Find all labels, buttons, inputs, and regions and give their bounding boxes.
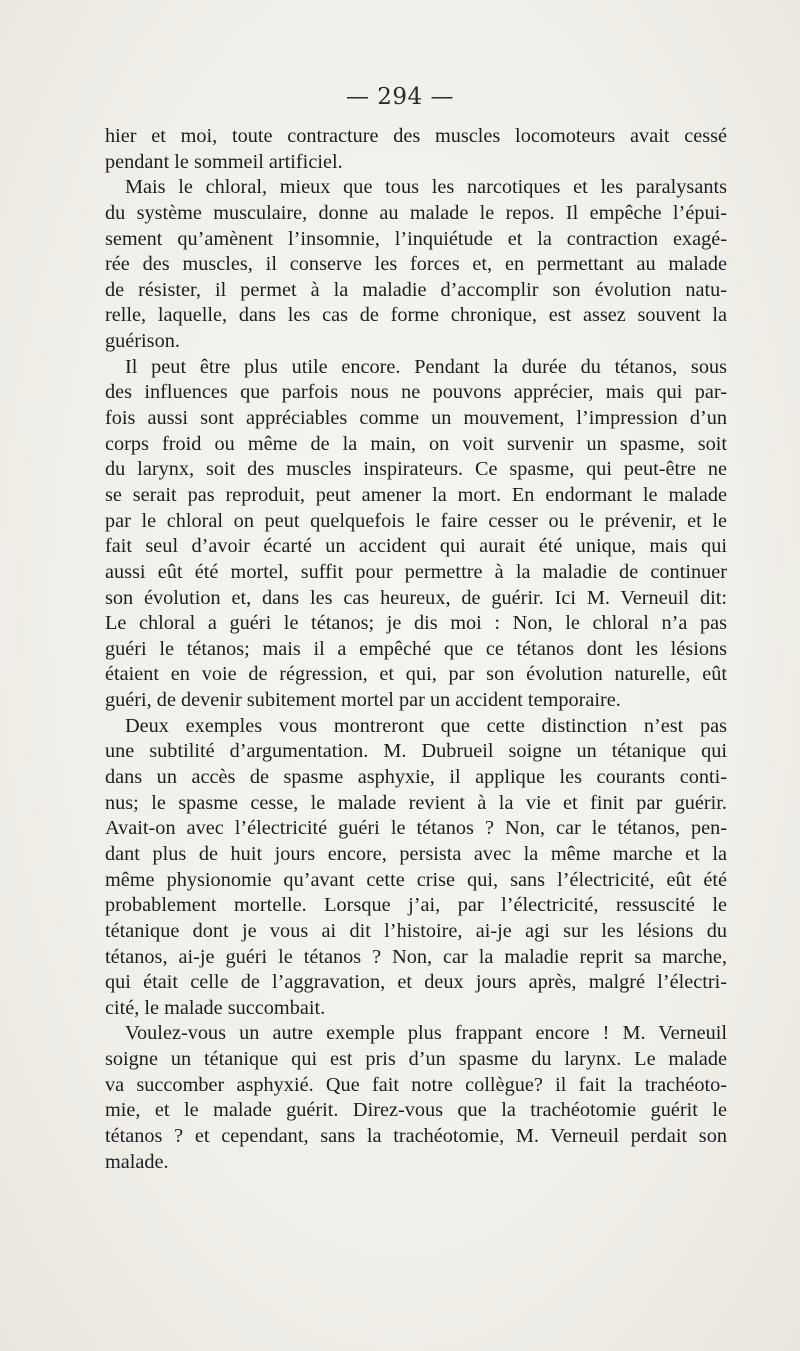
text-line: se serait pas reproduit, peut amener la mort. En endormant le malade [105, 483, 727, 506]
text-line: pendant le sommeil artificiel. [105, 150, 343, 173]
text-line: même physionomie qu’avant cette crise qui, sans l’électricité, eût été [105, 868, 727, 891]
text-line: relle, laquelle, dans les cas de forme chronique, est assez souvent la [105, 304, 727, 327]
text-line: tétanique dont je vous ai dit l’histoire, ai-je agi sur les lésions du [105, 919, 727, 942]
text-line: soigne un tétanique qui est pris d’un spasme du larynx. Le malade [105, 1048, 727, 1071]
text-line: Avait-on avec l’électricité guéri le tétanos ? Non, car le tétanos, pen- [105, 817, 727, 840]
text-line: corps froid ou même de la main, on voit survenir un spasme, soit [105, 432, 727, 455]
text-line: Il peut être plus utile encore. Pendant la durée du tétanos, sous [125, 355, 727, 378]
text-line: qui était celle de l’aggravation, et deux jours après, malgré l’électri- [105, 971, 727, 994]
text-line: hier et moi, toute contracture des muscles locomoteurs avait cessé [105, 125, 727, 147]
text-line: dant plus de huit jours encore, persista avec la même marche et la [105, 842, 727, 865]
text-line: Voulez-vous un autre exemple plus frappant encore ! M. Verneuil [125, 1022, 727, 1045]
text-line: guérison. [105, 330, 180, 353]
text-line: Mais le chloral, mieux que tous les narcotiques et les paralysants [125, 176, 727, 199]
text-line: fait seul d’avoir écarté un accident qui aurait été unique, mais qui [105, 535, 727, 558]
text-line: malade. [105, 1150, 169, 1173]
text-line: du système musculaire, donne au malade le repos. Il empêche l’épui- [105, 201, 727, 224]
text-line: mie, et le malade guérit. Direz-vous que la trachéotomie guérit le [105, 1099, 727, 1122]
text-line: de résister, il permet à la maladie d’accomplir son évolution natu- [105, 278, 727, 301]
text-line: tétanos ? et cependant, sans la trachéotomie, M. Verneuil perdait son [105, 1124, 727, 1147]
text-line: tétanos, ai-je guéri le tétanos ? Non, car la maladie reprit sa marche, [105, 945, 727, 968]
text-line: sement qu’amènent l’insomnie, l’inquiétude et la contraction exagé- [105, 227, 727, 250]
text-line: fois aussi sont appréciables comme un mouvement, l’impression d’un [105, 407, 727, 430]
page-number: — 294 — [345, 84, 455, 110]
body-text [105, 124, 727, 1175]
text-line: du larynx, soit des muscles inspirateurs. Ce spasme, qui peut-être ne [105, 458, 727, 481]
text-line: une subtilité d’argumentation. M. Dubrueil soigne un tétanique qui [105, 740, 727, 763]
text-line: guéri, de devenir subitement mortel par un accident temporaire. [105, 689, 621, 712]
text-line: cité, le malade succombait. [105, 996, 326, 1019]
text-line: étaient en voie de régression, et qui, par son évolution naturelle, eût [105, 663, 727, 686]
text-line: guéri le tétanos; mais il a empêché que ce tétanos dont les lésions [105, 637, 727, 660]
text-line: va succomber asphyxié. Que fait notre collègue? il fait la trachéoto- [105, 1073, 727, 1096]
text-line: Deux exemples vous montreront que cette distinction n’est pas [125, 714, 727, 737]
text-line: dans un accès de spasme asphyxie, il applique les courants conti- [105, 766, 727, 789]
text-line: par le chloral on peut quelquefois le faire cesser ou le prévenir, et le [105, 509, 727, 532]
text-line: probablement mortelle. Lorsque j’ai, par l’électricité, ressuscité le [105, 894, 727, 917]
text-line: nus; le spasme cesse, le malade revient à la vie et finit par guérir. [105, 791, 727, 814]
text-line: des influences que parfois nous ne pouvons apprécier, mais qui par- [105, 381, 727, 404]
text-line: Le chloral a guéri le tétanos; je dis moi : Non, le chloral n’a pas [105, 612, 727, 635]
text-line: rée des muscles, il conserve les forces et, en permettant au malade [105, 253, 727, 276]
text-line: aussi eût été mortel, suffit pour permettre à la maladie de continuer [105, 560, 727, 583]
text-line: son évolution et, dans les cas heureux, de guérir. Ici M. Verneuil dit: [105, 586, 727, 609]
